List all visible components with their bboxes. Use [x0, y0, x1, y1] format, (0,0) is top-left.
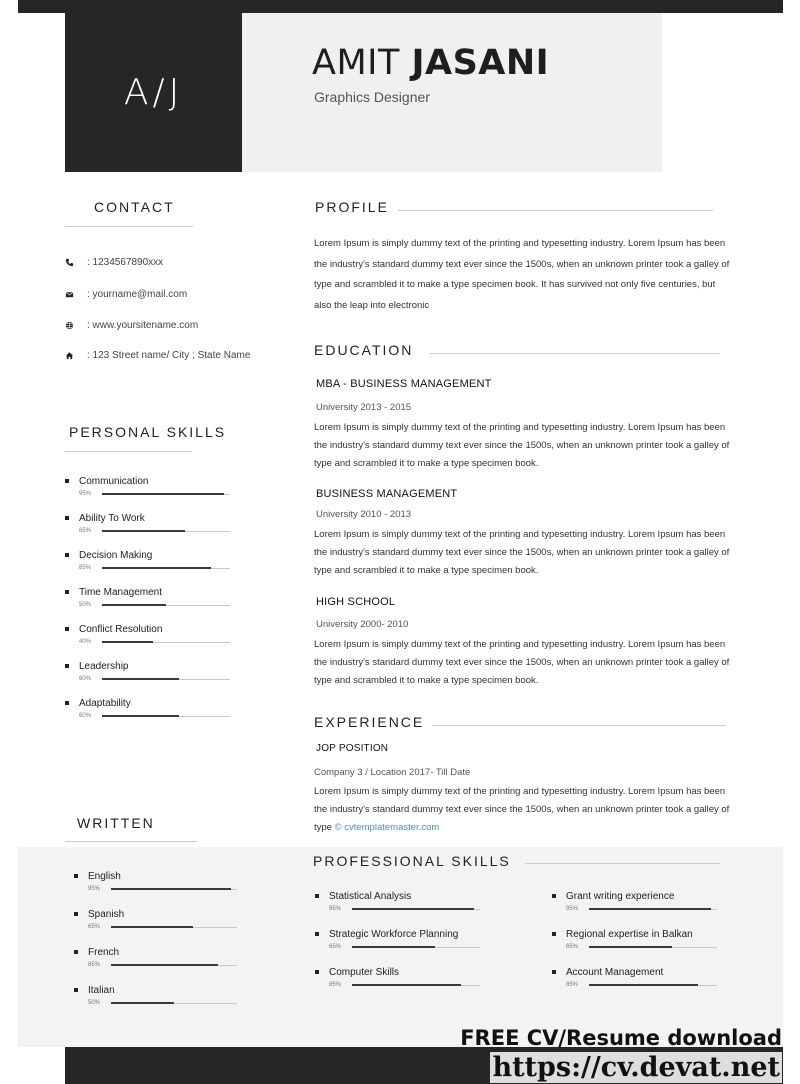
personal-skills-title: PERSONAL SKILLS [69, 424, 227, 440]
pro-skill-bar-fill [352, 908, 474, 910]
skill-bullet [65, 479, 69, 483]
pro-skill-bar [589, 909, 717, 910]
name-box [242, 13, 662, 172]
skill-label: Communication [79, 476, 149, 487]
pro-skill-label: Account Management [566, 967, 664, 978]
skill-bullet [65, 664, 69, 668]
skill-bar-fill [102, 567, 211, 569]
language-bar-fill [111, 926, 193, 928]
skill-label: Conflict Resolution [79, 624, 163, 635]
experience-meta: Company 3 / Location 2017- Till Date [314, 767, 471, 778]
contact-website-text: : www.yoursitename.com [87, 319, 199, 331]
skill-percent: 60% [79, 713, 92, 719]
pro-skill-percent: 65% [329, 944, 342, 950]
skill-bar [102, 568, 230, 569]
first-name: AMIT [312, 43, 400, 83]
contact-title: CONTACT [94, 199, 175, 215]
pro-skill-percent: 85% [329, 982, 342, 988]
pro-skill-percent: 85% [566, 982, 579, 988]
watermark-url[interactable]: https://cv.devat.net [492, 1052, 780, 1083]
language-percent: 85% [88, 962, 101, 968]
pro-skill-label: Grant writing experience [566, 891, 675, 902]
contact-address [63, 349, 250, 361]
pro-skill-bar-fill [589, 946, 672, 948]
last-name: JASANI [411, 43, 550, 83]
education-text: Lorem Ipsum is simply dummy text of the printing and typesetting industry. Lorem Ipsum has been the industry's standard dummy text ever since the 1500s, when an unknown printer took a galley of type and scrambled it to make a type specimen book. [314, 422, 730, 469]
education-meta: University 2010 - 2013 [316, 509, 412, 520]
skill-label: Ability To Work [79, 513, 145, 524]
skill-bullet [65, 590, 69, 594]
experience-title: EXPERIENCE [314, 714, 425, 730]
skill-bar-fill [102, 715, 179, 717]
phone-icon [63, 256, 75, 268]
pro-skill-label: Statistical Analysis [329, 891, 412, 902]
professional-skills-rule [525, 863, 720, 864]
education-degree: BUSINESS MANAGEMENT [316, 488, 458, 500]
skill-label: Adaptability [79, 698, 131, 709]
written-rule [65, 841, 197, 842]
skill-bar-fill [102, 678, 179, 680]
skill-percent: 60% [79, 676, 92, 682]
skill-bar-fill [102, 493, 224, 495]
skill-percent: 65% [79, 528, 92, 534]
pro-skill-bar-fill [352, 984, 461, 986]
language-label: English [88, 871, 121, 882]
skill-percent: 95% [79, 491, 92, 497]
experience-text-body: Lorem Ipsum is simply dummy text of the printing and typesetting industry. Lorem Ipsum has been the industry's standard dummy text ever since the 1500s, when an unknown printer took a galley of type [314, 786, 730, 833]
pro-skill-bullet [315, 970, 319, 974]
pro-skill-percent: 65% [566, 944, 579, 950]
education-text: Lorem Ipsum is simply dummy text of the printing and typesetting industry. Lorem Ipsum has been the industry's standard dummy text ever since the 1500s, when an unknown printer took a galley of type and scrambled it to make a type specimen book. [314, 529, 730, 576]
language-percent: 50% [88, 1000, 101, 1006]
initials-monogram: A/J [123, 72, 184, 113]
mail-icon [63, 288, 75, 300]
skill-bar [102, 716, 230, 717]
pro-skill-label: Computer Skills [329, 967, 400, 978]
language-bullet [74, 988, 78, 992]
profile-text: Lorem Ipsum is simply dummy text of the printing and typesetting industry. Lorem Ipsum has been the industry's standard dummy text ever since the 1500s, when an unknown printer took a galley of type and scrambled it to make a type specimen book. It has survived not only five centuries, but also the leap into electronic [314, 238, 730, 311]
pro-skill-bullet [552, 932, 556, 936]
language-bar-fill [111, 964, 218, 966]
profile-title: PROFILE [315, 199, 389, 215]
skill-bullet [65, 516, 69, 520]
pro-skill-label: Strategic Workforce Planning [329, 929, 459, 940]
contact-email-text: : yourname@mail.com [87, 288, 188, 300]
pro-skill-bar [589, 985, 717, 986]
language-bar [111, 889, 237, 890]
full-name [312, 43, 549, 83]
language-bullet [74, 912, 78, 916]
pro-skill-bar-fill [589, 908, 711, 910]
skill-bar-fill [102, 604, 166, 606]
pro-skill-bar [352, 985, 480, 986]
pro-skill-percent: 95% [566, 906, 579, 912]
contact-website [63, 319, 198, 331]
skill-bar [102, 494, 230, 495]
skill-bullet [65, 701, 69, 705]
language-bar [111, 965, 237, 966]
experience-text [314, 783, 734, 837]
skill-label: Time Management [79, 587, 162, 598]
contact-phone [63, 256, 163, 268]
skill-bar [102, 605, 230, 606]
skill-bar-fill [102, 530, 185, 532]
education-rule [430, 353, 720, 354]
experience-position: JOP POSITION [316, 743, 389, 754]
language-bar-fill [111, 1002, 174, 1004]
pro-skill-percent: 95% [329, 906, 342, 912]
education-degree: MBA - BUSINESS MANAGEMENT [316, 378, 492, 390]
language-bullet [74, 950, 78, 954]
experience-link[interactable]: © cvtemplatemaster.com [334, 822, 440, 833]
skill-bullet [65, 553, 69, 557]
contact-phone-text: : 1234567890xxx [87, 256, 164, 268]
skill-bar [102, 679, 230, 680]
pro-skill-bar [352, 947, 480, 948]
language-bar [111, 927, 237, 928]
pro-skill-bar [352, 909, 480, 910]
language-label: French [88, 947, 120, 958]
skill-bar [102, 531, 230, 532]
pro-skill-bar-fill [352, 946, 435, 948]
language-label: Spanish [88, 909, 125, 920]
language-label: Italian [88, 985, 115, 996]
job-title: Graphics Designer [314, 89, 430, 105]
skill-bullet [65, 627, 69, 631]
education-title: EDUCATION [314, 342, 414, 358]
language-bullet [74, 874, 78, 878]
pro-skill-bullet [315, 894, 319, 898]
home-icon [63, 349, 75, 361]
pro-skill-bar-fill [589, 984, 698, 986]
skill-bar-fill [102, 641, 153, 643]
contact-email [63, 288, 187, 300]
globe-icon [63, 319, 75, 331]
skill-label: Decision Making [79, 550, 153, 561]
education-meta: University 2013 - 2015 [316, 402, 412, 413]
pro-skill-bar [589, 947, 717, 948]
experience-rule [432, 725, 726, 726]
skill-percent: 50% [79, 602, 92, 608]
skill-label: Leadership [79, 661, 129, 672]
contact-rule [65, 226, 193, 227]
language-percent: 65% [88, 924, 101, 930]
education-text: Lorem Ipsum is simply dummy text of the printing and typesetting industry. Lorem Ipsum has been the industry's standard dummy text ever since the 1500s, when an unknown printer took a galley of type and scrambled it to make a type specimen book. [314, 639, 730, 686]
pro-skill-label: Regional expertise in Balkan [566, 929, 693, 940]
written-title: WRITTEN [77, 815, 155, 831]
skill-percent: 85% [79, 565, 92, 571]
education-meta: University 2000- 2010 [316, 619, 409, 630]
pro-skill-bullet [552, 894, 556, 898]
education-degree: HIGH SCHOOL [316, 596, 396, 608]
initials-box [65, 13, 242, 172]
skill-bar [102, 642, 230, 643]
watermark-line1: FREE CV/Resume download [460, 1026, 782, 1050]
pro-skill-bullet [552, 970, 556, 974]
language-bar [111, 1003, 237, 1004]
top-bar [18, 0, 783, 13]
language-percent: 95% [88, 886, 101, 892]
personal-skills-rule [65, 451, 192, 452]
skill-percent: 40% [79, 639, 92, 645]
professional-skills-title: PROFESSIONAL SKILLS [313, 853, 511, 869]
contact-address-text: : 123 Street name/ City ; State Name [87, 349, 251, 361]
language-bar-fill [111, 888, 231, 890]
pro-skill-bullet [315, 932, 319, 936]
profile-rule [398, 210, 713, 211]
